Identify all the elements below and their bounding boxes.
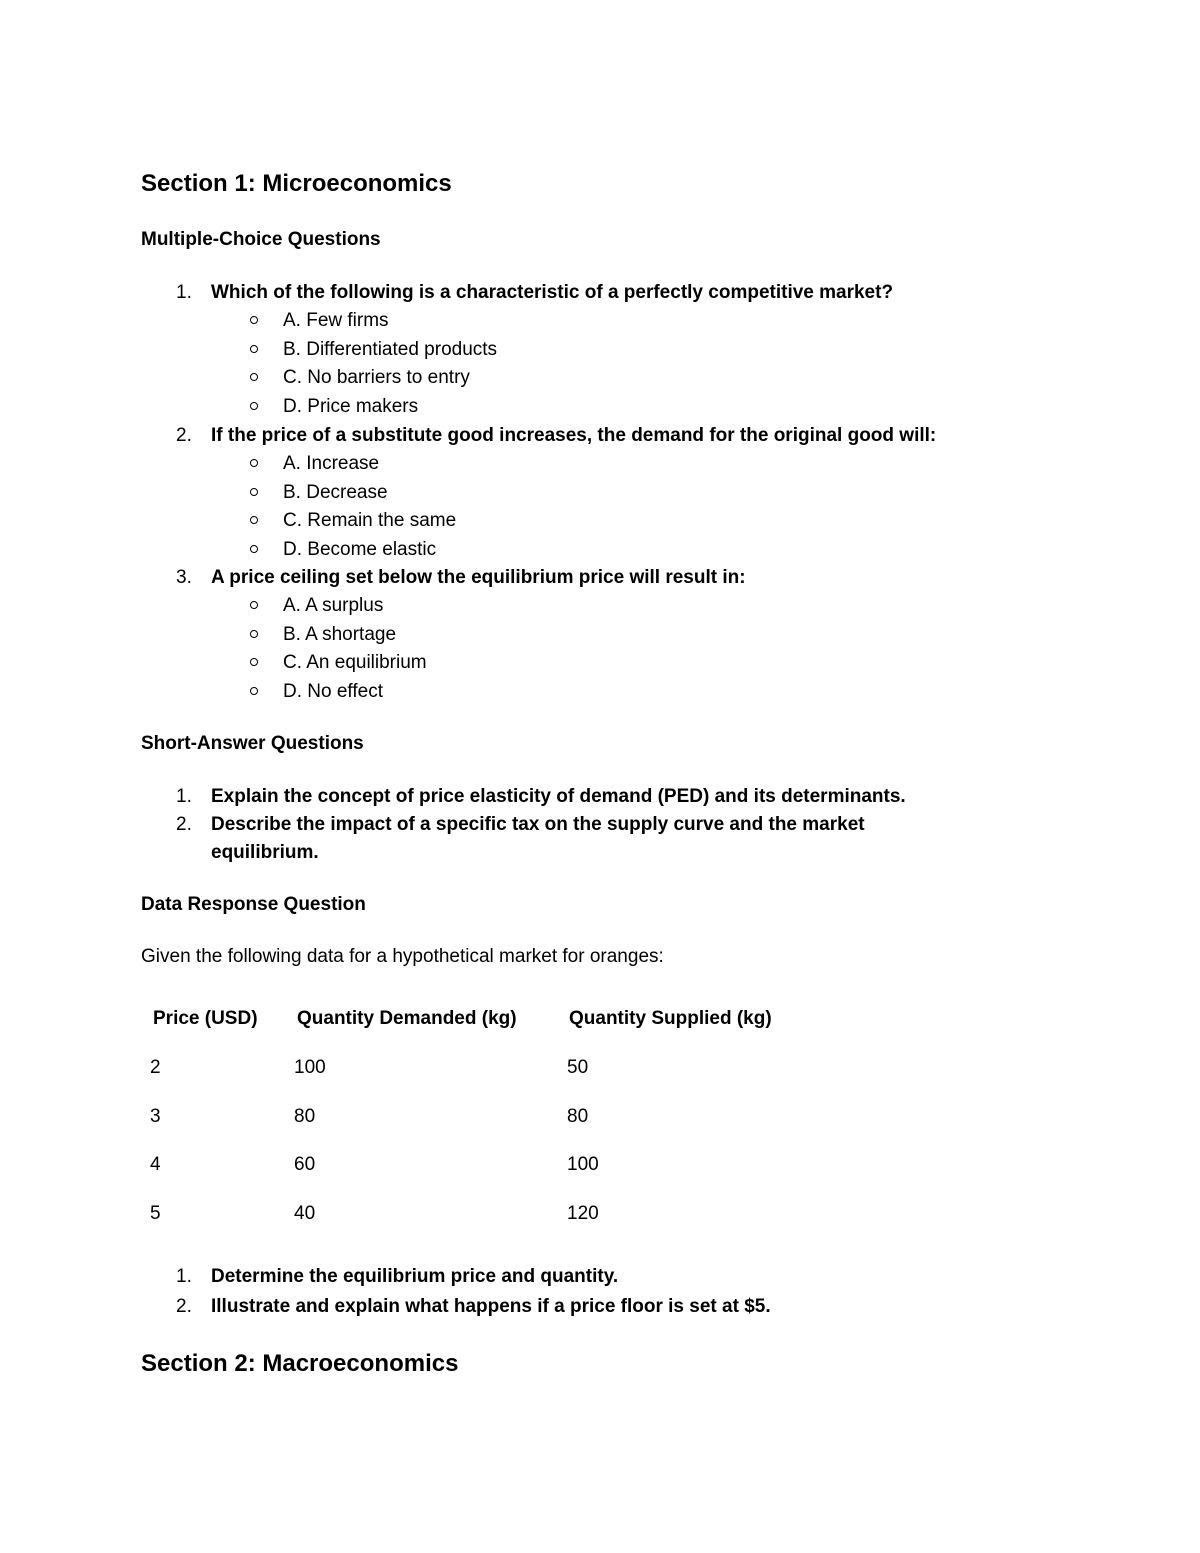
mcq-q2-option-b: B. Decrease xyxy=(283,482,388,503)
table-cell: 40 xyxy=(294,1203,316,1224)
bullet-icon xyxy=(250,630,258,638)
data-response-heading: Data Response Question xyxy=(141,894,366,915)
bullet-icon xyxy=(250,459,258,467)
section-2-title: Section 2: Macroeconomics xyxy=(141,1350,459,1377)
mcq-q3-number: 3. xyxy=(176,567,192,588)
mcq-q2-number: 2. xyxy=(176,425,192,446)
short-answer-heading: Short-Answer Questions xyxy=(141,733,364,754)
table-cell: 5 xyxy=(150,1203,161,1224)
table-cell: 100 xyxy=(567,1154,599,1175)
bullet-icon xyxy=(250,316,258,324)
mcq-q2-text: If the price of a substitute good increases, the demand for the original good will: xyxy=(211,425,937,446)
table-cell: 3 xyxy=(150,1106,161,1127)
data-response-intro: Given the following data for a hypothetical market for oranges: xyxy=(141,946,664,967)
table-header-qs: Quantity Supplied (kg) xyxy=(569,1008,772,1029)
data-q2-text: Illustrate and explain what happens if a price floor is set at $5. xyxy=(211,1296,771,1317)
bullet-icon xyxy=(250,488,258,496)
mcq-q1-option-c: C. No barriers to entry xyxy=(283,367,470,388)
section-1-title: Section 1: Microeconomics xyxy=(141,170,452,197)
bullet-icon xyxy=(250,687,258,695)
mcq-heading: Multiple-Choice Questions xyxy=(141,229,381,250)
mcq-q1-option-b: B. Differentiated products xyxy=(283,339,498,360)
bullet-icon xyxy=(250,373,258,381)
table-cell: 120 xyxy=(567,1203,599,1224)
short-q1-text: Explain the concept of price elasticity of demand (PED) and its determinants. xyxy=(211,786,906,807)
short-q2-text-line-1: Describe the impact of a specific tax on the supply curve and the market xyxy=(211,814,865,835)
table-cell: 100 xyxy=(294,1057,326,1078)
bullet-icon xyxy=(250,658,258,666)
table-cell: 50 xyxy=(567,1057,589,1078)
data-q1-number: 1. xyxy=(176,1266,192,1287)
mcq-q2-option-c: C. Remain the same xyxy=(283,510,457,531)
table-header-price: Price (USD) xyxy=(153,1008,258,1029)
bullet-icon xyxy=(250,601,258,609)
mcq-q1-option-d: D. Price makers xyxy=(283,396,419,417)
table-cell: 4 xyxy=(150,1154,161,1175)
mcq-q2-option-a: A. Increase xyxy=(283,453,380,474)
table-cell: 60 xyxy=(294,1154,316,1175)
mcq-q3-option-d: D. No effect xyxy=(283,681,383,702)
bullet-icon xyxy=(250,402,258,410)
data-q1-text: Determine the equilibrium price and quantity. xyxy=(211,1266,619,1287)
mcq-q3-option-c: C. An equilibrium xyxy=(283,652,427,673)
mcq-q1-number: 1. xyxy=(176,282,192,303)
short-q2-text-line-2: equilibrium. xyxy=(211,842,319,863)
mcq-q3-option-b: B. A shortage xyxy=(283,624,397,645)
bullet-icon xyxy=(250,345,258,353)
mcq-q2-option-d: D. Become elastic xyxy=(283,539,437,560)
table-cell: 80 xyxy=(294,1106,316,1127)
mcq-q3-text: A price ceiling set below the equilibrium price will result in: xyxy=(211,567,746,588)
short-q1-number: 1. xyxy=(176,786,192,807)
mcq-q3-option-a: A. A surplus xyxy=(283,595,384,616)
bullet-icon xyxy=(250,516,258,524)
mcq-q1-text: Which of the following is a characteristic of a perfectly competitive market? xyxy=(211,282,894,303)
mcq-q1-option-a: A. Few firms xyxy=(283,310,389,331)
short-q2-number: 2. xyxy=(176,814,192,835)
data-q2-number: 2. xyxy=(176,1296,192,1317)
table-cell: 2 xyxy=(150,1057,161,1078)
table-cell: 80 xyxy=(567,1106,589,1127)
bullet-icon xyxy=(250,545,258,553)
table-header-qd: Quantity Demanded (kg) xyxy=(297,1008,517,1029)
